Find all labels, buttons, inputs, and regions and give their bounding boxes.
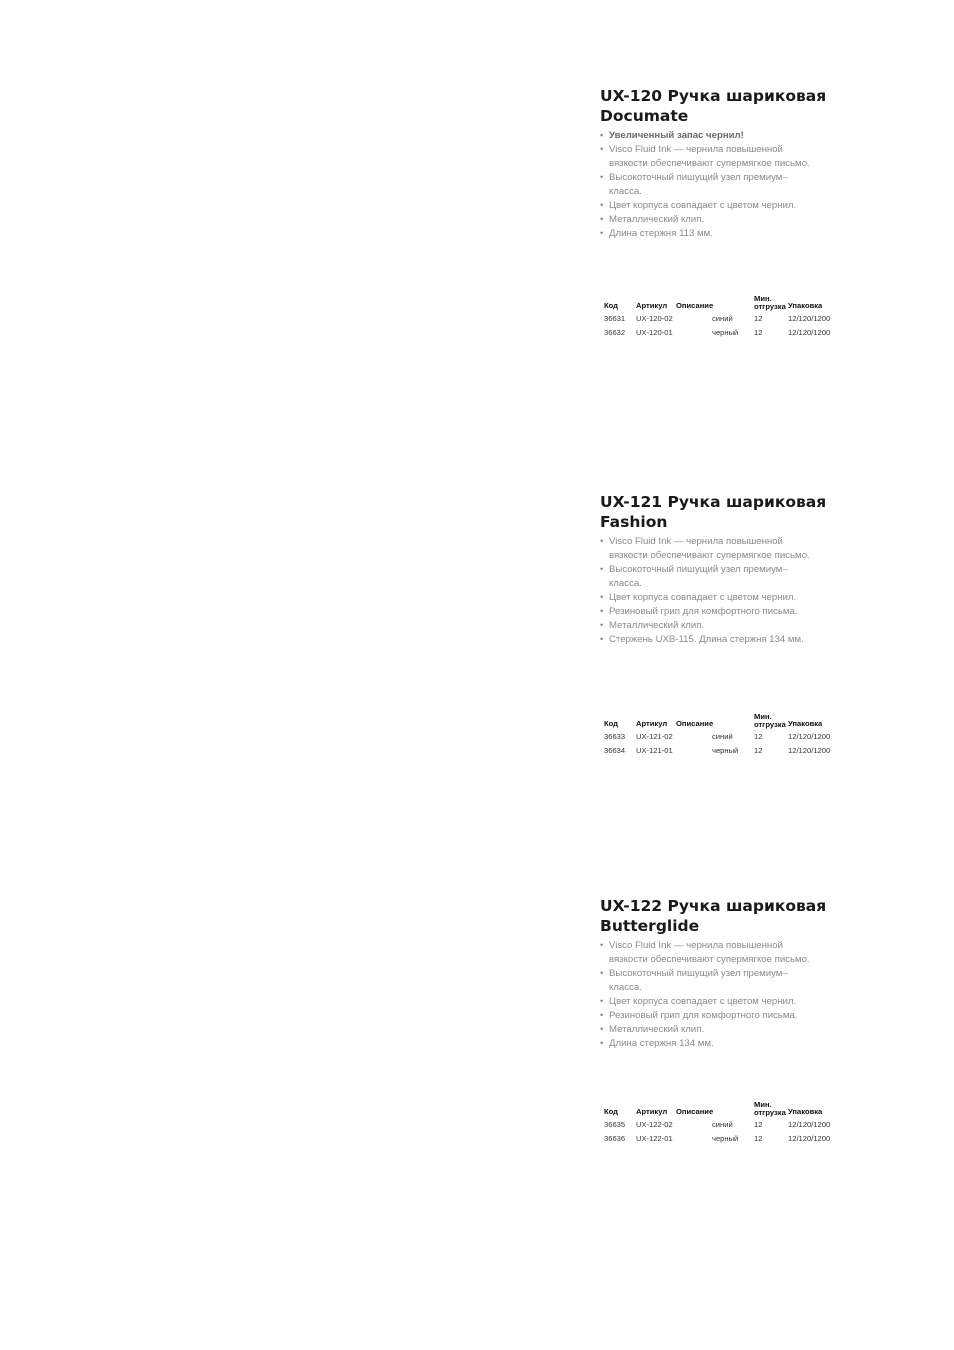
cell-min: 12 (754, 1133, 763, 1143)
cell-code: 36635 (604, 1120, 626, 1129)
cell-color: черный (712, 1133, 739, 1143)
header-package: Упаковка (788, 719, 823, 728)
cell-article: UX-121-02 (636, 732, 673, 741)
header-article: Артикул (636, 301, 668, 310)
header-description: Описание (676, 301, 714, 310)
feature-item: • Металлический клип. (600, 213, 860, 227)
feature-item: • Металлический клип. (600, 619, 860, 633)
feature-item: • Стержень UXB-115. Длина стержня 134 мм. (600, 633, 860, 647)
product-title (600, 86, 860, 126)
cell-code: 36632 (604, 327, 626, 337)
cell-code: 36631 (604, 314, 626, 323)
product-title-line1: UX-121 Ручка шариковая (600, 493, 827, 511)
cell-code: 36634 (604, 745, 626, 755)
cell-color: синий (712, 732, 733, 741)
feature-item: • Высокоточный пишущий узел премиум– класса. (600, 171, 860, 199)
product-ux-120 (600, 86, 860, 241)
cell-min: 12 (754, 314, 763, 323)
header-description: Описание (676, 719, 714, 728)
cell-color: черный (712, 327, 739, 337)
header-code: Код (604, 1107, 618, 1116)
feature-item: • Visco Fluid Ink — чернила повышенной вязкости обеспечивают супермягкое письмо. (600, 535, 860, 563)
header-min-shipment: Мин. отгрузка (754, 294, 786, 311)
cell-min: 12 (754, 327, 763, 337)
cell-color: синий (712, 314, 733, 323)
feature-list (600, 129, 860, 241)
product-title (600, 492, 860, 532)
feature-item: • Высокоточный пишущий узел премиум– класса. (600, 967, 860, 995)
cell-article: UX-120-02 (636, 314, 673, 323)
header-description: Описание (676, 1107, 714, 1116)
feature-list (600, 535, 860, 647)
header-min-shipment: Мин. отгрузка (754, 712, 786, 729)
cell-package: 12/120/1200 (788, 745, 831, 755)
cell-min: 12 (754, 732, 763, 741)
feature-item: • Резиновый грип для комфортного письма. (600, 1009, 860, 1023)
cell-code: 36633 (604, 732, 626, 741)
cell-article: UX-120-01 (636, 327, 673, 337)
cell-article: UX-121-01 (636, 745, 673, 755)
cell-code: 36636 (604, 1133, 626, 1143)
header-package: Упаковка (788, 1107, 823, 1116)
feature-item: • Высокоточный пишущий узел премиум– класса. (600, 563, 860, 591)
feature-item: • Цвет корпуса совпадает с цветом чернил. (600, 199, 860, 213)
feature-item: • Цвет корпуса совпадает с цветом чернил. (600, 591, 860, 605)
product-title-line1: UX-120 Ручка шариковая (600, 87, 827, 105)
cell-color: синий (712, 1120, 733, 1129)
feature-list (600, 939, 860, 1051)
feature-item: • Увеличенный запас чернил! (600, 129, 860, 143)
product-title-line2: Fashion (600, 513, 668, 531)
feature-item: • Цвет корпуса совпадает с цветом чернил. (600, 995, 860, 1009)
product-title-line1: UX-122 Ручка шариковая (600, 897, 827, 915)
cell-article: UX-122-02 (636, 1120, 673, 1129)
product-title-line2: Butterglide (600, 917, 700, 935)
header-article: Артикул (636, 1107, 668, 1116)
feature-item: • Visco Fluid Ink — чернила повышенной вязкости обеспечивают супермягкое письмо. (600, 143, 860, 171)
cell-package: 12/120/1200 (788, 327, 831, 337)
cell-color: черный (712, 745, 739, 755)
cell-article: UX-122-01 (636, 1133, 673, 1143)
cell-package: 12/120/1200 (788, 732, 831, 741)
header-code: Код (604, 301, 618, 310)
product-ux-122 (600, 896, 860, 1051)
feature-item: • Visco Fluid Ink — чернила повышенной вязкости обеспечивают супермягкое письмо. (600, 939, 860, 967)
cell-min: 12 (754, 745, 763, 755)
feature-item: • Резиновый грип для комфортного письма. (600, 605, 860, 619)
header-package: Упаковка (788, 301, 823, 310)
feature-item: • Металлический клип. (600, 1023, 860, 1037)
feature-item: • Длина стержня 113 мм. (600, 227, 860, 241)
header-article: Артикул (636, 719, 668, 728)
feature-item: • Длина стержня 134 мм. (600, 1037, 860, 1051)
cell-package: 12/120/1200 (788, 1120, 831, 1129)
product-title (600, 896, 860, 936)
cell-min: 12 (754, 1120, 763, 1129)
header-min-shipment: Мин. отгрузка (754, 1100, 786, 1117)
header-code: Код (604, 719, 618, 728)
cell-package: 12/120/1200 (788, 314, 831, 323)
product-ux-121 (600, 492, 860, 647)
cell-package: 12/120/1200 (788, 1133, 831, 1143)
product-title-line2: Documate (600, 107, 689, 125)
